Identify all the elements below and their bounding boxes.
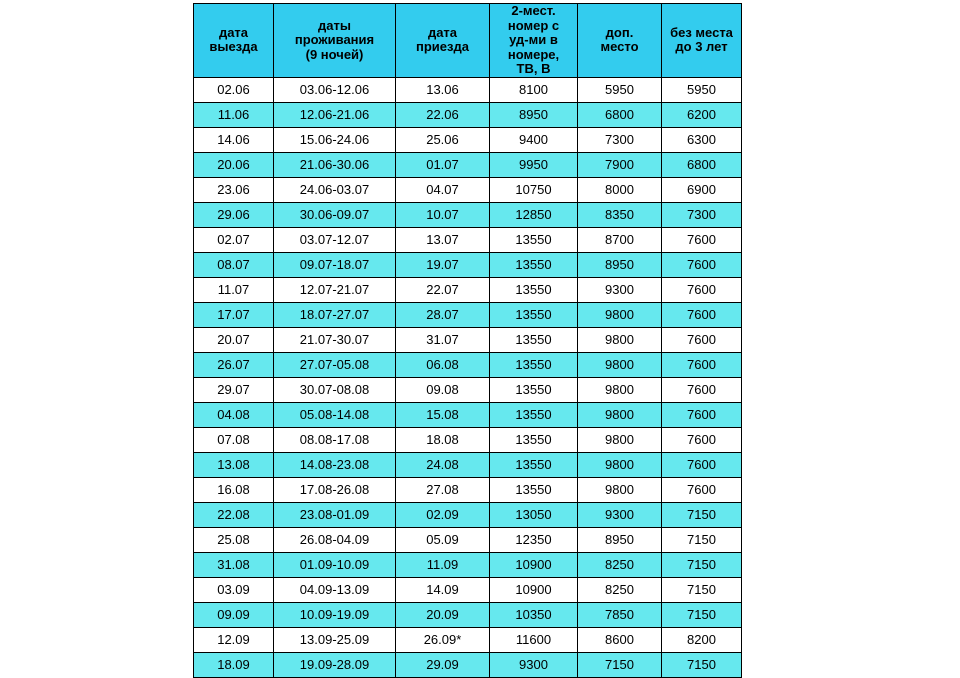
table-cell: 30.07-08.08 [274, 377, 396, 402]
table-cell: 7300 [578, 127, 662, 152]
table-cell: 11.07 [194, 277, 274, 302]
column-header-extra-bed [578, 4, 662, 78]
table-cell: 10.07 [396, 202, 490, 227]
table-cell: 03.06-12.06 [274, 77, 396, 102]
table-cell: 25.08 [194, 527, 274, 552]
table-cell: 04.07 [396, 177, 490, 202]
table-cell: 7600 [662, 252, 742, 277]
table-row [194, 252, 742, 277]
table-cell: 7600 [662, 352, 742, 377]
table-cell: 10350 [490, 602, 578, 627]
table-cell: 22.06 [396, 102, 490, 127]
table-cell: 7600 [662, 327, 742, 352]
table-cell: 9950 [490, 152, 578, 177]
table-cell: 10900 [490, 552, 578, 577]
header-line: номер с [507, 17, 560, 33]
table-cell: 23.08-01.09 [274, 502, 396, 527]
table-cell: 27.07-05.08 [274, 352, 396, 377]
table-cell: 7150 [662, 652, 742, 677]
table-row [194, 427, 742, 452]
table-cell: 7600 [662, 377, 742, 402]
table-cell: 03.07-12.07 [274, 227, 396, 252]
table-cell: 07.08 [194, 427, 274, 452]
table-cell: 15.08 [396, 402, 490, 427]
header-line: без места [670, 24, 733, 40]
table-cell: 9800 [578, 427, 662, 452]
table-row [194, 502, 742, 527]
table-cell: 6900 [662, 177, 742, 202]
table-cell: 13.07 [396, 227, 490, 252]
table-cell: 19.07 [396, 252, 490, 277]
table-cell: 27.08 [396, 477, 490, 502]
table-row [194, 227, 742, 252]
price-table [193, 3, 742, 678]
table-cell: 01.09-10.09 [274, 552, 396, 577]
table-cell: 02.09 [396, 502, 490, 527]
table-cell: 04.09-13.09 [274, 577, 396, 602]
header-line: проживания [294, 32, 375, 48]
table-cell: 13550 [490, 452, 578, 477]
table-cell: 29.06 [194, 202, 274, 227]
table-row [194, 402, 742, 427]
table-cell: 13050 [490, 502, 578, 527]
table-cell: 26.08-04.09 [274, 527, 396, 552]
table-row [194, 277, 742, 302]
table-cell: 29.07 [194, 377, 274, 402]
table-cell: 26.09* [396, 627, 490, 652]
table-row [194, 552, 742, 577]
table-cell: 5950 [578, 77, 662, 102]
table-cell: 05.09 [396, 527, 490, 552]
table-cell: 18.07-27.07 [274, 302, 396, 327]
table-cell: 12.09 [194, 627, 274, 652]
table-cell: 13550 [490, 477, 578, 502]
table-cell: 9300 [578, 277, 662, 302]
table-cell: 8250 [578, 552, 662, 577]
table-row [194, 352, 742, 377]
table-cell: 7600 [662, 227, 742, 252]
table-row [194, 602, 742, 627]
table-cell: 11600 [490, 627, 578, 652]
table-cell: 14.09 [396, 577, 490, 602]
table-row [194, 527, 742, 552]
table-cell: 09.09 [194, 602, 274, 627]
table-cell: 13550 [490, 377, 578, 402]
table-cell: 7600 [662, 402, 742, 427]
table-cell: 24.08 [396, 452, 490, 477]
table-cell: 7850 [578, 602, 662, 627]
table-cell: 12.06-21.06 [274, 102, 396, 127]
header-line: даты [318, 17, 351, 33]
table-cell: 9800 [578, 327, 662, 352]
table-cell: 03.09 [194, 577, 274, 602]
table-cell: 20.06 [194, 152, 274, 177]
table-cell: 02.07 [194, 227, 274, 252]
table-row [194, 77, 742, 102]
table-cell: 7150 [578, 652, 662, 677]
table-cell: 09.07-18.07 [274, 252, 396, 277]
table-cell: 7150 [662, 527, 742, 552]
table-cell: 8600 [578, 627, 662, 652]
table-cell: 9800 [578, 477, 662, 502]
table-cell: 25.06 [396, 127, 490, 152]
header-line: доп. [605, 24, 634, 40]
column-header-arrival-date [396, 4, 490, 78]
table-cell: 9800 [578, 452, 662, 477]
table-cell: 9300 [578, 502, 662, 527]
table-cell: 7150 [662, 502, 742, 527]
table-cell: 10900 [490, 577, 578, 602]
table-cell: 13550 [490, 227, 578, 252]
table-cell: 8350 [578, 202, 662, 227]
table-cell: 31.07 [396, 327, 490, 352]
table-cell: 7150 [662, 552, 742, 577]
table-cell: 13.08 [194, 452, 274, 477]
table-cell: 14.06 [194, 127, 274, 152]
table-cell: 02.06 [194, 77, 274, 102]
table-cell: 20.07 [194, 327, 274, 352]
table-cell: 7600 [662, 452, 742, 477]
table-cell: 5950 [662, 77, 742, 102]
table-cell: 05.08-14.08 [274, 402, 396, 427]
table-cell: 08.08-17.08 [274, 427, 396, 452]
table-cell: 7900 [578, 152, 662, 177]
table-cell: 24.06-03.07 [274, 177, 396, 202]
column-header-departure-date [194, 4, 274, 78]
header-line: приезда [416, 39, 469, 55]
table-cell: 29.09 [396, 652, 490, 677]
table-cell: 8950 [578, 252, 662, 277]
header-line: дата [218, 24, 249, 40]
table-cell: 15.06-24.06 [274, 127, 396, 152]
table-cell: 11.06 [194, 102, 274, 127]
table-cell: 21.07-30.07 [274, 327, 396, 352]
table-cell: 7150 [662, 602, 742, 627]
table-cell: 13.09-25.09 [274, 627, 396, 652]
column-header-no-bed-under-3 [662, 4, 742, 78]
table-cell: 21.06-30.06 [274, 152, 396, 177]
table-cell: 6800 [662, 152, 742, 177]
header-line: (9 ночей) [305, 46, 364, 62]
table-cell: 8700 [578, 227, 662, 252]
table-cell: 6200 [662, 102, 742, 127]
table-cell: 7600 [662, 302, 742, 327]
table-row [194, 627, 742, 652]
table-body [194, 77, 742, 677]
column-header-stay-dates [274, 4, 396, 78]
table-cell: 9800 [578, 352, 662, 377]
table-cell: 13550 [490, 352, 578, 377]
table-cell: 14.08-23.08 [274, 452, 396, 477]
table-cell: 06.08 [396, 352, 490, 377]
column-header-double-room [490, 4, 578, 78]
table-row [194, 302, 742, 327]
table-cell: 9400 [490, 127, 578, 152]
table-cell: 09.08 [396, 377, 490, 402]
table-cell: 17.07 [194, 302, 274, 327]
table-cell: 8200 [662, 627, 742, 652]
table-row [194, 177, 742, 202]
table-cell: 31.08 [194, 552, 274, 577]
price-table-container [193, 3, 742, 678]
table-cell: 16.08 [194, 477, 274, 502]
table-row [194, 127, 742, 152]
table-cell: 7300 [662, 202, 742, 227]
header-line: уд-ми в [509, 32, 558, 48]
table-row [194, 152, 742, 177]
table-cell: 7150 [662, 577, 742, 602]
table-cell: 18.09 [194, 652, 274, 677]
header-line: дата [427, 24, 458, 40]
table-cell: 08.07 [194, 252, 274, 277]
header-line: выезда [209, 39, 258, 55]
table-cell: 12350 [490, 527, 578, 552]
table-cell: 17.08-26.08 [274, 477, 396, 502]
table-cell: 9300 [490, 652, 578, 677]
table-row [194, 477, 742, 502]
table-cell: 13550 [490, 302, 578, 327]
table-cell: 7600 [662, 277, 742, 302]
table-row [194, 377, 742, 402]
table-cell: 7600 [662, 427, 742, 452]
table-cell: 6300 [662, 127, 742, 152]
table-row [194, 452, 742, 477]
table-cell: 13550 [490, 327, 578, 352]
header-line: 2-мест. [511, 3, 556, 18]
table-row [194, 327, 742, 352]
table-cell: 9800 [578, 402, 662, 427]
table-cell: 26.07 [194, 352, 274, 377]
table-cell: 11.09 [396, 552, 490, 577]
table-row [194, 652, 742, 677]
table-row [194, 577, 742, 602]
header-line: ТВ, В [516, 61, 551, 77]
table-cell: 13550 [490, 427, 578, 452]
table-cell: 12.07-21.07 [274, 277, 396, 302]
table-cell: 01.07 [396, 152, 490, 177]
table-cell: 7600 [662, 477, 742, 502]
table-cell: 13550 [490, 402, 578, 427]
table-header-row [194, 4, 742, 78]
table-cell: 9800 [578, 302, 662, 327]
table-cell: 9800 [578, 377, 662, 402]
table-cell: 23.06 [194, 177, 274, 202]
table-cell: 10750 [490, 177, 578, 202]
table-cell: 13550 [490, 252, 578, 277]
table-cell: 8100 [490, 77, 578, 102]
table-row [194, 102, 742, 127]
table-cell: 22.08 [194, 502, 274, 527]
table-cell: 19.09-28.09 [274, 652, 396, 677]
table-cell: 04.08 [194, 402, 274, 427]
table-cell: 22.07 [396, 277, 490, 302]
table-cell: 18.08 [396, 427, 490, 452]
table-cell: 13.06 [396, 77, 490, 102]
table-cell: 13550 [490, 277, 578, 302]
table-cell: 10.09-19.09 [274, 602, 396, 627]
table-cell: 12850 [490, 202, 578, 227]
table-cell: 28.07 [396, 302, 490, 327]
header-line: место [600, 39, 639, 55]
header-line: до 3 лет [675, 39, 728, 55]
table-cell: 6800 [578, 102, 662, 127]
table-cell: 30.06-09.07 [274, 202, 396, 227]
table-cell: 8950 [578, 527, 662, 552]
header-line: номере, [507, 46, 560, 62]
table-row [194, 202, 742, 227]
table-cell: 8000 [578, 177, 662, 202]
table-cell: 8250 [578, 577, 662, 602]
table-header [194, 4, 742, 78]
table-cell: 20.09 [396, 602, 490, 627]
table-cell: 8950 [490, 102, 578, 127]
